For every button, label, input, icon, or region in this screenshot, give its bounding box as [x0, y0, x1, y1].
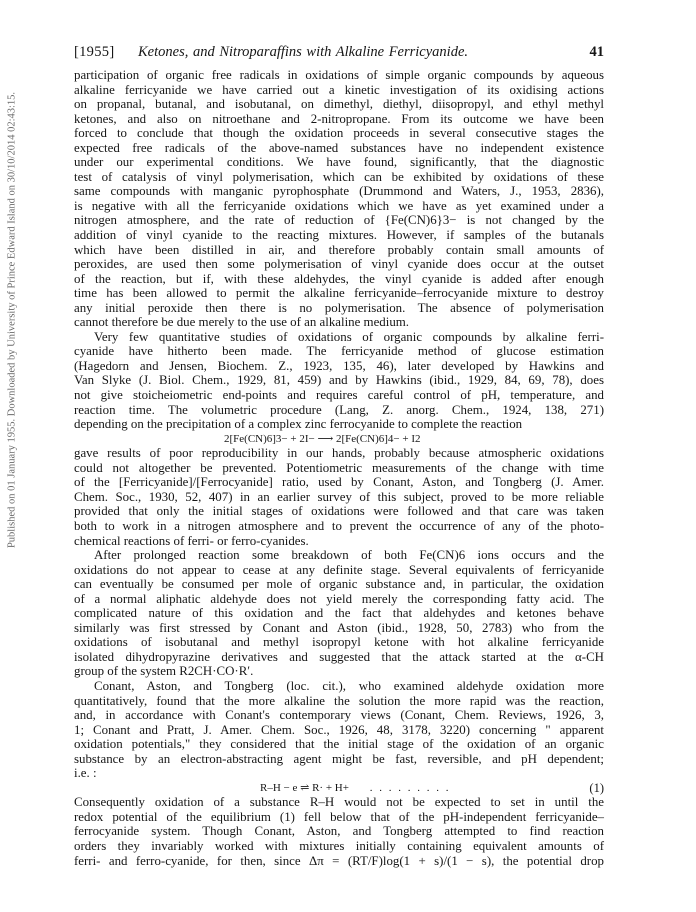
text-line: substance by an electron-abstracting agent might be fast, reversible, and pH dependent; — [74, 751, 604, 766]
text-line: cyanide have hitherto been made. The ferricyanide method of glucose estimation — [74, 344, 604, 359]
text-line: cannot therefore be due merely to the use of an alkaline medium. — [74, 315, 410, 330]
text-line: forced to conclude that though the oxidation proceeds in several consecutive stages the — [74, 126, 604, 141]
text-line: isolated dihydropyrazine derivatives and suggested that the attack started at the α-CH — [74, 649, 604, 664]
equation-1 — [74, 781, 604, 796]
text-line: time has been allowed to permit the alkaline ferricyanide–ferrocyanide mixture to destroy — [74, 286, 604, 301]
text-line: can eventually be consumed per mole of organic substance and, in particular, the oxidation — [74, 577, 604, 592]
equation-ferricyanide-iodide: 2[Fe(CN)6]3− + 2I− ⟶ 2[Fe(CN)6]4− + I2 — [224, 432, 421, 445]
publication-sidebar-note — [2, 40, 22, 600]
text-line: similarly was first stressed by Conant and Aston (ibid., 1928, 50, 2783) who from the — [74, 620, 604, 635]
text-line: depending on the precipitation of a complex zinc ferrocyanide to complete the reaction — [74, 417, 523, 432]
header-year: [1955] — [74, 44, 115, 60]
text-line: oxidation potentials," they considered that the initial stage of the oxidation of an organic — [74, 737, 604, 752]
text-line: Very few quantitative studies of oxidations of organic compounds by alkaline ferri- — [94, 329, 604, 344]
text-line: oxidations do not appear to cease at any definite stage. Several equivalents of ferricyanide — [74, 562, 604, 577]
text-line: addition of vinyl cyanide to the reacting mixtures. However, if samples of the butanals — [74, 228, 604, 243]
text-line: and, in accordance with Conant's contemporary views (Conant, Chem. Reviews, 1926, 3, — [74, 708, 604, 723]
text-line: gave results of poor reproducibility in our hands, probably because atmospheric oxidations — [74, 446, 604, 461]
text-line: nitrogen atmosphere, and the rate of reduction of {Fe(CN)6}3− is not changed by the — [74, 213, 604, 228]
header-title: Ketones, and Nitroparaffins with Alkaline Ferricyanide. — [138, 44, 469, 60]
text-line: both to work in a nitrogen atmosphere and to prevent the occurrence of any of the photo- — [74, 518, 604, 533]
equation-1-leader-dots: . . . . . . . . . — [369, 781, 451, 794]
text-line: test of catalysis of vinyl polymerisation, which can be exhibited by oxidations of these — [74, 169, 604, 184]
text-line: any initial peroxide then there is no polymerisation. The absence of polymerisation — [74, 300, 604, 315]
text-line: ferri- and ferro-cyanide, for then, since Δπ = (RT/F)log(1 + s)/(1 − s), the potential drop — [74, 853, 604, 868]
text-line: Van Slyke (J. Biol. Chem., 1929, 81, 459) and by Hawkins (ibid., 1929, 84, 69, 78), does — [74, 373, 604, 388]
text-line: reaction time. The volumetric procedure (Lang, Z. anorg. Chem., 1924, 138, 271) — [74, 402, 604, 417]
text-line: After prolonged reaction some breakdown of both Fe(CN)6 ions occurs and the — [94, 548, 604, 563]
text-line: expected free radicals of the above-named substances have no independent existence — [74, 140, 604, 155]
text-line: 1; Conant and Pratt, J. Amer. Chem. Soc., 1926, 48, 3178, 3220) concerning " apparent — [74, 722, 604, 737]
body-text — [74, 68, 604, 868]
publication-note-text: Published on 01 January 1955. Downloaded by University of Prince Edward Island on 30/10/2014 02:43:15. — [6, 91, 18, 549]
text-line: participation of organic free radicals in oxidations of simple organic compounds by aqueous — [74, 68, 604, 82]
text-line: same compounds with manganic pyrophosphate (Drummond and Waters, J., 1953, 2836), — [74, 184, 604, 199]
text-line: Conant, Aston, and Tongberg (loc. cit.), who examined aldehyde oxidation more — [94, 678, 604, 693]
text-line: under our experimental conditions. We have found, significantly, that the diagnostic — [74, 155, 604, 170]
text-line: of the reaction, but if, with these aldehydes, the vinyl cyanide is added after enough — [74, 271, 604, 286]
text-line: of a normal aliphatic aldehyde does not yield merely the corresponding fatty acid. The — [74, 591, 604, 606]
text-line: oxidations of isobutanal and methyl isopropyl ketone with hot alkaline ferricyanide — [74, 635, 604, 650]
text-line: could not altogether be prevented. Potentiometric measurements of the change with time — [74, 460, 604, 475]
text-line: redox potential of the equilibrium (1) fell below that of the pH-independent ferricyanide– — [74, 809, 604, 824]
text-line: (Hagedorn and Jensen, Biochem. Z., 1923, 135, 46), later developed by Hawkins and — [74, 358, 604, 373]
text-line: alkaline ferricyanide we have carried out a kinetic investigation of its oxidising actions — [74, 82, 604, 97]
text-line: Consequently oxidation of a substance R–H would not be expected to set in until the — [74, 795, 604, 810]
text-line: i.e. : — [74, 766, 97, 781]
equation-1-formula: R–H − e ⇌ R· + H+ — [260, 781, 349, 794]
text-line: ferrocyanide system. Though Conant, Aston, and Tongberg attempted to find reaction — [74, 824, 604, 839]
text-line: Chem. Soc., 1930, 52, 407) in an earlier survey of this subject, proved to be more reliable — [74, 489, 604, 504]
text-line: on propanal, butanal, and isobutanal, on dimethyl, diethyl, diisopropyl, and ethyl methyl — [74, 97, 604, 112]
text-line: group of the system R2CH·CO·R′. — [74, 664, 254, 679]
text-line: orders they invariably worked with mixtures initially containing equivalent amounts of — [74, 838, 604, 853]
text-line: quantitatively, found that the more alkaline the solution the more rapid was the reaction, — [74, 693, 604, 708]
text-line: provided that only the initial stages of oxidations were followed and that care was taken — [74, 504, 604, 519]
text-line: chemical reactions of ferri- or ferro-cyanides. — [74, 533, 309, 548]
text-line: not give stoicheiometric end-points and requires careful control of pH, temperature, and — [74, 388, 604, 403]
text-line: peroxides, are used then some polymerisation of vinyl cyanide does occur at the outset — [74, 257, 604, 272]
equation-1-number: (1) — [589, 780, 604, 795]
text-line: complicated nature of this oxidation and the fact that aldehydes and ketones behave — [74, 606, 604, 621]
text-line: is negative with all the ferricyanide oxidations which we have as yet examined under a — [74, 198, 604, 213]
text-line: which have been distilled in air, and therefore probably contain small amounts of — [74, 242, 604, 257]
text-line: of the [Ferricyanide]/[Ferrocyanide] ratio, used by Conant, Aston, and Tongberg (J. Amer. — [74, 475, 604, 490]
page-number: 41 — [589, 44, 604, 60]
running-header — [74, 44, 604, 64]
text-line: ketones, and also on nitroethane and 2-nitropropane. From its outcome we have been — [74, 111, 604, 126]
